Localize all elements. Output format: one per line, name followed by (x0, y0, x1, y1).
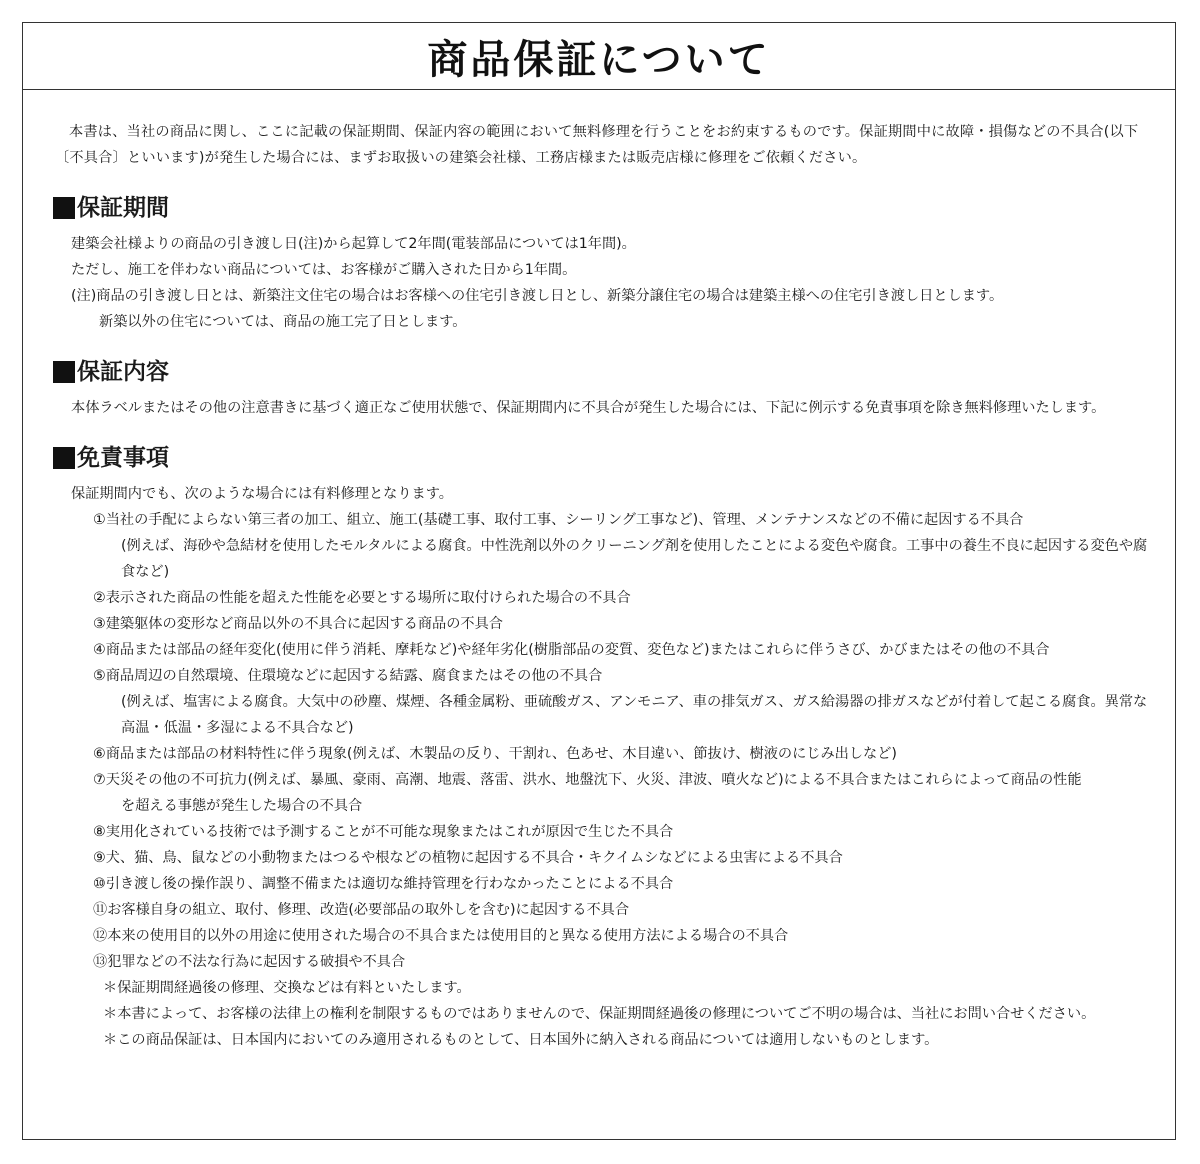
square-bullet-icon (53, 197, 75, 219)
section-heading-content (53, 357, 1149, 387)
footnote: ＊本書によって、お客様の法律上の権利を制限するものではありませんので、保証期間経過後の修理についてご不明の場合は、当社にお問い合せください。 (103, 1006, 1096, 1022)
list-item: ⑤商品周辺の自然環境、住環境などに起因する結露、腐食またはその他の不具合 (93, 668, 603, 684)
list-item-continued: (例えば、塩害による腐食。大気中の砂塵、煤煙、各種金属粉、亜硫酸ガス、アンモニア、車の排気ガス、ガス給湯器の排ガスなどが付着して起こる腐食。異常な高温・低温・多湿による不具合など) (121, 694, 1148, 736)
list-item: ①当社の手配によらない第三者の加工、組立、施工(基礎工事、取付工事、シーリング工事など)、管理、メンテナンスなどの不備に起因する不具合 (93, 512, 1024, 528)
list-item: ⑦天災その他の不可抗力(例えば、暴風、豪雨、高潮、地震、落雷、洪水、地盤沈下、火災、津波、噴火など)による不具合またはこれらによって商品の性能 (93, 772, 1082, 788)
heading-text: 免責事項 (77, 445, 169, 471)
list-item: ②表示された商品の性能を超えた性能を必要とする場所に取付けられた場合の不具合 (93, 590, 631, 606)
list-item: ⑥商品または部品の材料特性に伴う現象(例えば、木製品の反り、干割れ、色あせ、木目違い、節抜け、樹液のにじみ出しなど) (93, 746, 897, 762)
square-bullet-icon (53, 361, 75, 383)
section-body (55, 481, 1149, 1053)
section-warranty-content (55, 357, 1149, 421)
period-line: 建築会社様よりの商品の引き渡し日(注)から起算して2年間(電装部品については1年間)。 (71, 236, 636, 252)
list-item: ⑧実用化されている技術では予測することが不可能な現象またはこれが原因で生じた不具合 (93, 824, 674, 840)
list-item: ⑬犯罪などの不法な行為に起因する破損や不具合 (93, 954, 406, 970)
footnote: ＊保証期間経過後の修理、交換などは有料といたします。 (103, 980, 471, 996)
heading-text: 保証期間 (77, 195, 169, 221)
period-note-continued: 新築以外の住宅については、商品の施工完了日とします。 (99, 314, 467, 330)
section-body (55, 395, 1149, 421)
list-item: ③建築躯体の変形など商品以外の不具合に起因する商品の不具合 (93, 616, 503, 632)
list-item-continued: を超える事態が発生した場合の不具合 (121, 798, 363, 814)
square-bullet-icon (53, 447, 75, 469)
section-warranty-period (55, 193, 1149, 335)
list-item: ⑩引き渡し後の操作誤り、調整不備または適切な維持管理を行わなかったことによる不具合 (93, 876, 674, 892)
heading-text: 保証内容 (77, 359, 169, 385)
section-body (55, 231, 1149, 335)
list-item: ⑪お客様自身の組立、取付、修理、改造(必要部品の取外しを含む)に起因する不具合 (93, 902, 630, 918)
document-body (55, 119, 1149, 1053)
content-line: 本体ラベルまたはその他の注意書きに基づく適正なご使用状態で、保証期間内に不具合が発生した場合には、下記に例示する免責事項を除き無料修理いたします。 (71, 400, 1106, 416)
warranty-document (22, 22, 1176, 1140)
footnote: ＊この商品保証は、日本国内においてのみ適用されるものとして、日本国外に納入される商品については適用しないものとします。 (103, 1032, 939, 1048)
section-heading-exemptions (53, 443, 1149, 473)
list-item: ④商品または部品の経年変化(使用に伴う消耗、摩耗など)や経年劣化(樹脂部品の変質、変色など)またはこれらに伴うさび、かびまたはその他の不具合 (93, 642, 1050, 658)
page-title: 商品保証について (427, 36, 771, 83)
list-item: ⑨犬、猫、鳥、鼠などの小動物またはつるや根などの植物に起因する不具合・キクイムシなどによる虫害による不具合 (93, 850, 843, 866)
list-item: ⑫本来の使用目的以外の用途に使用された場合の不具合または使用目的と異なる使用方法による場合の不具合 (93, 928, 789, 944)
period-note: (注)商品の引き渡し日とは、新築注文住宅の場合はお客様への住宅引き渡し日とし、新築分譲住宅の場合は建築主様への住宅引き渡し日とします。 (71, 288, 1004, 304)
section-heading-period (53, 193, 1149, 223)
list-item-continued: (例えば、海砂や急結材を使用したモルタルによる腐食。中性洗剤以外のクリーニング剤を使用したことによる変色や腐食。工事中の養生不良に起因する変色や腐食など) (121, 538, 1148, 580)
section-exemptions (55, 443, 1149, 1053)
intro-paragraph: 本書は、当社の商品に関し、ここに記載の保証期間、保証内容の範囲において無料修理を行うことをお約束するものです。保証期間中に故障・損傷などの不具合(以下〔不具合〕といいます)が発生した場合には、まずお取扱いの建築会社様、工務店様または販売店様に修理をご依頼ください。 (55, 124, 1139, 166)
title-bar (23, 23, 1175, 90)
period-line: ただし、施工を伴わない商品については、お客様がご購入された日から1年間。 (71, 262, 577, 278)
exemptions-lead: 保証期間内でも、次のような場合には有料修理となります。 (71, 486, 453, 502)
